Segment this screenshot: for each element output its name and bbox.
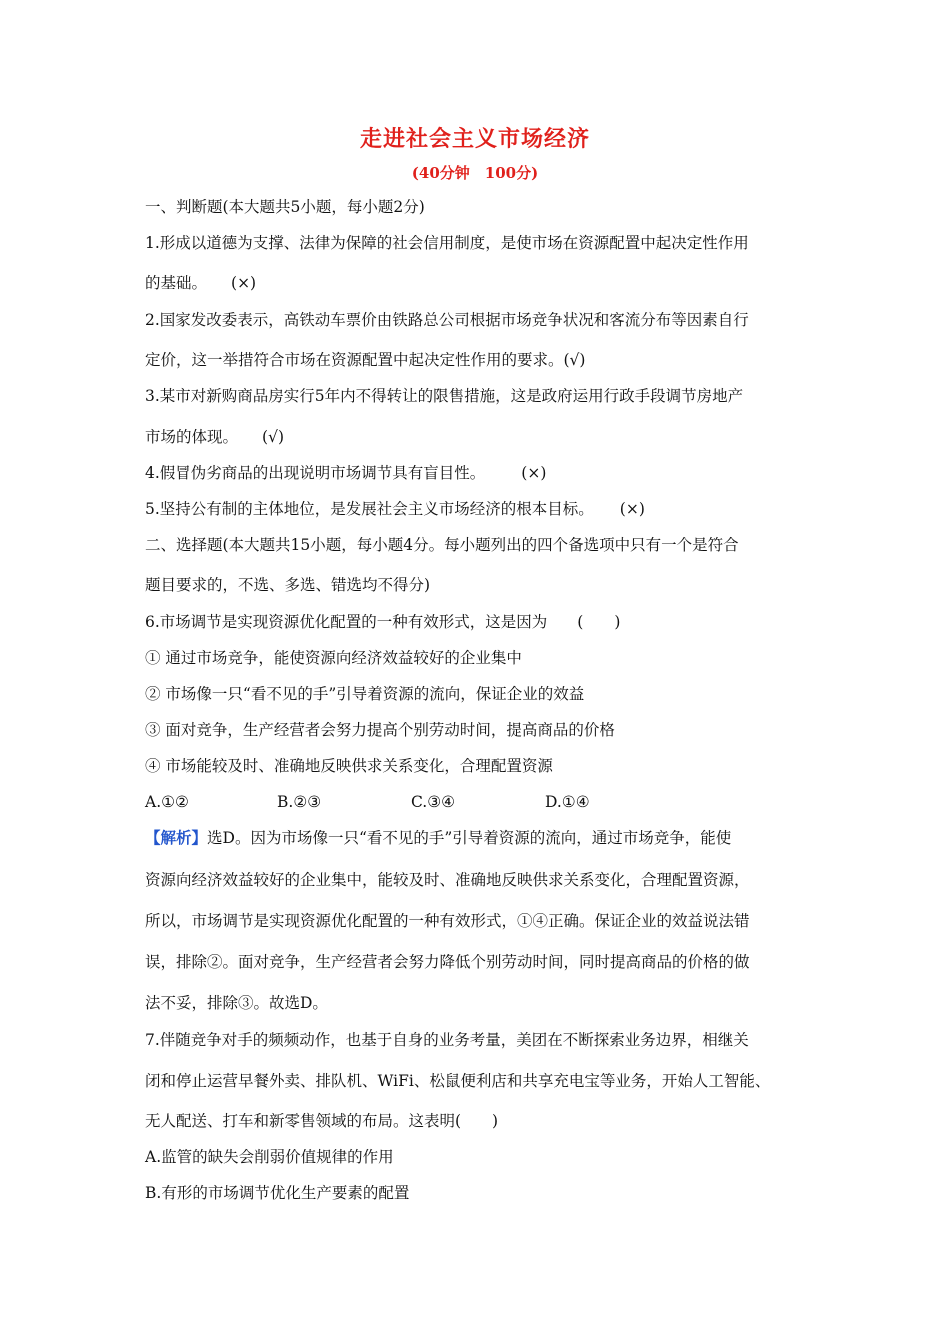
q4-text: 4.假冒伪劣商品的出现说明市场调节具有盲目性。 — [145, 464, 486, 482]
q1-answer-mark: (×) — [231, 274, 257, 292]
q1-line-2 — [145, 273, 256, 293]
q2-line-2: 定价，这一举措符合市场在资源配置中起决定性作用的要求。(√) — [145, 351, 586, 369]
q6-analysis-line-4: 误，排除②。面对竞争，生产经营者会努力降低个别劳动时间，同时提高商品的价格的做 — [145, 953, 750, 971]
analysis-text: 选D。因为市场像一只“看不见的手”引导着资源的流向，通过市场竞争，能使 — [207, 829, 732, 847]
q6-option-d: D.①④ — [545, 793, 590, 811]
q5-answer-mark: (×) — [619, 500, 645, 518]
section-2-heading-line-2: 题目要求的，不选、多选、错选均不得分) — [145, 576, 431, 594]
q4-line — [145, 463, 546, 483]
q3-line-1: 3.某市对新购商品房实行5年内不得转让的限售措施，这是政府运用行政手段调节房地产 — [145, 387, 744, 405]
q6-item-2: ② 市场像一只“看不见的手”引导着资源的流向，保证企业的效益 — [145, 685, 585, 703]
q6-analysis-line-1 — [145, 828, 731, 848]
document-subtitle: (40分钟 100分) — [411, 164, 539, 182]
q1-text: 的基础。 — [145, 274, 208, 292]
q6-answer-blank: ( ) — [577, 613, 621, 631]
q6-option-a: A.①② — [145, 793, 189, 811]
q6-item-4: ④ 市场能较及时、准确地反映供求关系变化，合理配置资源 — [145, 757, 553, 775]
q4-answer-mark: (×) — [521, 464, 547, 482]
q6-item-1: ① 通过市场竞争，能使资源向经济效益较好的企业集中 — [145, 649, 522, 667]
q6-option-b: B.②③ — [277, 793, 322, 811]
q5-line — [145, 499, 645, 519]
q6-stem-text: 6.市场调节是实现资源优化配置的一种有效形式，这是因为 — [145, 613, 548, 631]
q6-analysis-line-3: 所以，市场调节是实现资源优化配置的一种有效形式，①④正确。保证企业的效益说法错 — [145, 912, 750, 930]
q6-stem — [145, 612, 620, 632]
q7-line-2: 闭和停止运营早餐外卖、排队机、WiFi、松鼠便利店和共享充电宝等业务，开始人工智能、 — [145, 1072, 771, 1090]
q3-answer-mark: (√) — [262, 428, 284, 446]
q3-line-2 — [145, 427, 284, 447]
q7-option-b: B.有形的市场调节优化生产要素的配置 — [145, 1184, 410, 1202]
q2-line-1: 2.国家发改委表示，高铁动车票价由铁路总公司根据市场竞争状况和客流分布等因素自行 — [145, 311, 749, 329]
section-1-heading: 一、判断题(本大题共5小题，每小题2分) — [145, 198, 425, 216]
q5-text: 5.坚持公有制的主体地位，是发展社会主义市场经济的根本目标。 — [145, 500, 594, 518]
section-2-heading-line-1: 二、选择题(本大题共15小题，每小题4分。每小题列出的四个备选项中只有一个是符合 — [145, 536, 739, 554]
q3-text: 市场的体现。 — [145, 428, 239, 446]
q7-line-3: 无人配送、打车和新零售领域的布局。这表明( ) — [145, 1112, 499, 1130]
q6-analysis-line-5: 法不妥，排除③。故选D。 — [145, 994, 328, 1012]
document-title: 走进社会主义市场经济 — [359, 126, 590, 152]
q6-item-3: ③ 面对竞争，生产经营者会努力提高个别劳动时间，提高商品的价格 — [145, 721, 615, 739]
q1-line-1: 1.形成以道德为支撑、法律为保障的社会信用制度，是使市场在资源配置中起决定性作用 — [145, 234, 749, 252]
q6-analysis-line-2: 资源向经济效益较好的企业集中，能较及时、准确地反映供求关系变化，合理配置资源， — [145, 871, 750, 889]
q7-option-a: A.监管的缺失会削弱价值规律的作用 — [145, 1148, 394, 1166]
q7-line-1: 7.伴随竞争对手的频频动作，也基于自身的业务考量，美团在不断探索业务边界，相继关 — [145, 1031, 749, 1049]
q6-option-c: C.③④ — [411, 793, 456, 811]
analysis-label: 【解析】 — [145, 828, 208, 847]
